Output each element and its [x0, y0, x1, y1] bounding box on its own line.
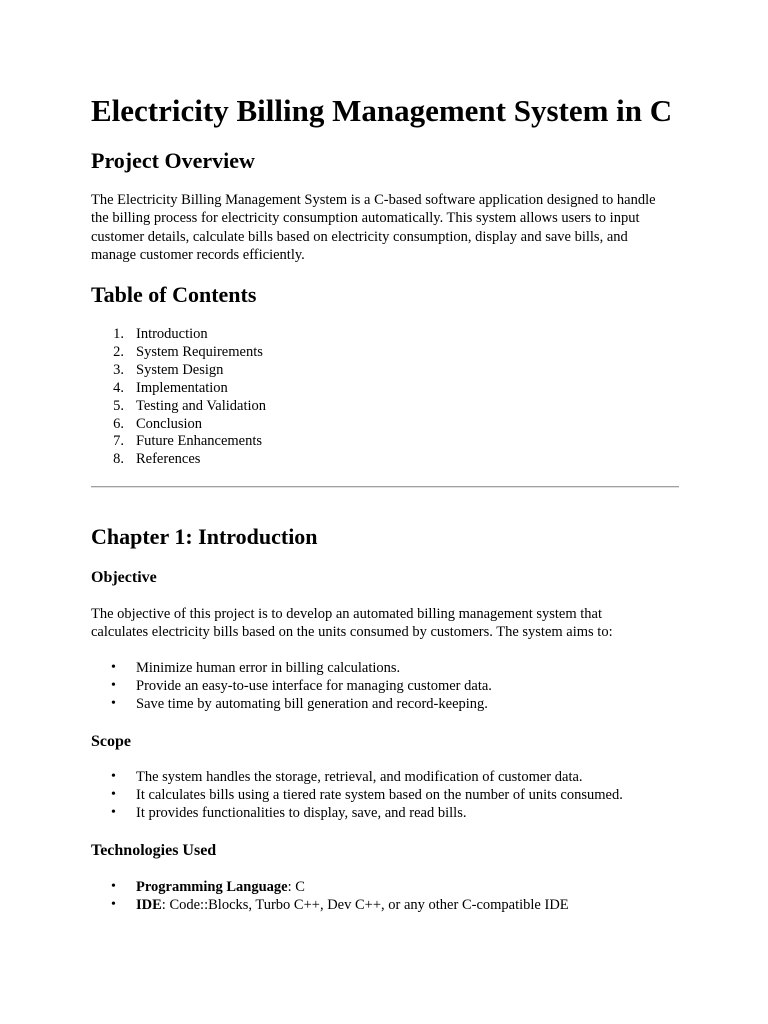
- list-item: [91, 878, 679, 896]
- objective-line: The objective of this project is to develop an automated billing management system that: [91, 606, 602, 622]
- objective-heading: Objective: [91, 569, 157, 586]
- list-item: [91, 804, 679, 822]
- bullet-icon: •: [111, 805, 116, 821]
- toc-item-label: System Design: [136, 361, 224, 378]
- list-item-text: Minimize human error in billing calculations.: [136, 660, 401, 676]
- overview-line: manage customer records efficiently.: [91, 247, 305, 264]
- chapter-1-heading: Chapter 1: Introduction: [91, 524, 318, 549]
- list-item-text: It provides functionalities to display, save, and read bills.: [136, 805, 467, 822]
- toc-item-label: Future Enhancements: [136, 433, 263, 450]
- toc-item-number: 2.: [113, 343, 124, 360]
- technologies-bullet-list: [91, 878, 679, 914]
- objective-paragraph: [91, 605, 683, 642]
- tech-term: IDE: [136, 897, 162, 914]
- toc-item: [91, 416, 679, 434]
- bullet-icon: •: [111, 879, 116, 894]
- objective-line: calculates electricity bills based on the units consumed by customers. The system aims to:: [91, 624, 613, 641]
- document-title: Electricity Billing Management System in C: [91, 93, 673, 128]
- toc-item: [91, 380, 679, 398]
- list-item: [91, 896, 679, 914]
- bullet-icon: •: [111, 696, 116, 712]
- tech-value: : C: [287, 879, 305, 895]
- bullet-icon: •: [111, 787, 116, 803]
- scope-heading: Scope: [91, 733, 131, 750]
- toc-item-label: System Requirements: [136, 343, 263, 360]
- toc-item-label: Implementation: [136, 379, 228, 396]
- bullet-icon: •: [111, 897, 116, 913]
- scope-bullet-list: [91, 768, 679, 822]
- toc-item-label: Introduction: [136, 326, 208, 342]
- toc-item: [91, 344, 679, 362]
- tech-term: Programming Language: [136, 879, 288, 895]
- toc-item-number: 8.: [113, 451, 124, 468]
- toc-item-number: 1.: [113, 326, 124, 342]
- list-item-text: Save time by automating bill generation and record-keeping.: [136, 696, 488, 713]
- project-overview-paragraph: [91, 191, 683, 265]
- toc-item-label: References: [136, 451, 201, 468]
- toc-item: [91, 326, 679, 344]
- list-item: [91, 768, 679, 786]
- objective-bullet-list: [91, 659, 679, 713]
- technologies-heading: Technologies Used: [91, 842, 217, 859]
- list-item-text: It calculates bills using a tiered rate system based on the number of units consumed.: [136, 787, 623, 804]
- overview-line: customer details, calculate bills based on electricity consumption, display and save bills, and: [91, 228, 628, 245]
- toc-item-number: 4.: [113, 379, 124, 396]
- toc-list: [91, 326, 679, 469]
- toc-item-number: 7.: [113, 433, 124, 450]
- toc-item: [91, 451, 679, 469]
- toc-item: [91, 433, 679, 451]
- list-item: [91, 677, 679, 695]
- list-item: [91, 659, 679, 677]
- toc-heading: Table of Contents: [91, 282, 257, 307]
- bullet-icon: •: [111, 660, 116, 675]
- toc-item-number: 6.: [113, 415, 124, 432]
- bullet-icon: •: [111, 769, 116, 784]
- list-item-text: The system handles the storage, retrieval, and modification of customer data.: [136, 769, 583, 785]
- bullet-icon: •: [111, 678, 116, 694]
- toc-item-label: Conclusion: [136, 415, 203, 432]
- toc-item-number: 3.: [113, 361, 124, 378]
- toc-item: [91, 398, 679, 416]
- toc-item-number: 5.: [113, 397, 124, 414]
- tech-value: : Code::Blocks, Turbo C++, Dev C++, or any other C-compatible IDE: [161, 897, 569, 914]
- horizontal-divider: [91, 486, 679, 488]
- list-item: [91, 695, 679, 713]
- toc-item-label: Testing and Validation: [136, 397, 267, 414]
- toc-item: [91, 362, 679, 380]
- overview-line: The Electricity Billing Management System is a C-based software application designed to handle: [91, 192, 656, 208]
- project-overview-heading: Project Overview: [91, 148, 255, 173]
- list-item-text: Provide an easy-to-use interface for managing customer data.: [136, 678, 492, 695]
- overview-line: the billing process for electricity consumption automatically. This system allows users to input: [91, 210, 640, 227]
- list-item: [91, 786, 679, 804]
